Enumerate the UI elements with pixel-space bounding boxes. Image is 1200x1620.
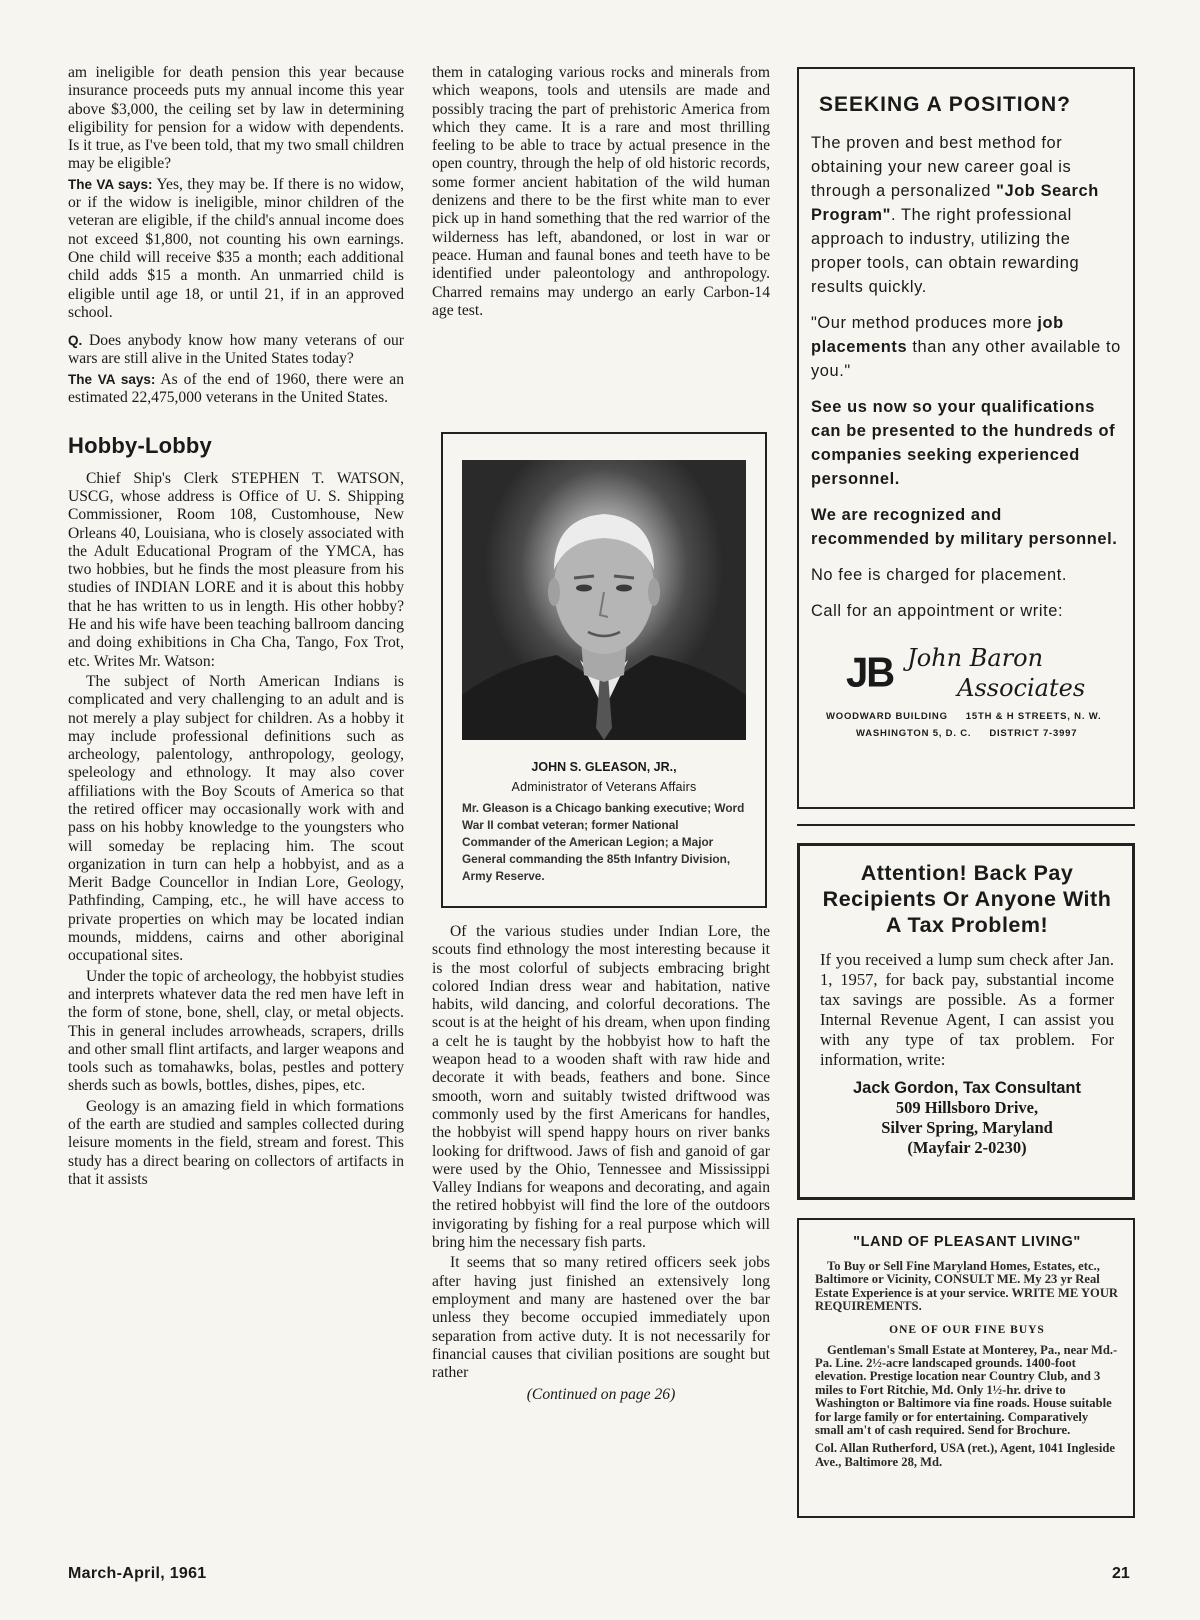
column-middle-bottom bbox=[432, 923, 770, 1405]
ad-paragraph: The proven and best method for obtaining your new career goal is through a personalized "Job Search Program". The right professional approach to industry, utilizing the proper tools, can obtain rewarding results quickly. bbox=[811, 134, 1099, 296]
divider bbox=[797, 824, 1135, 826]
ad-paragraph: Call for an appointment or write: bbox=[811, 602, 1064, 620]
section-heading-hobby-lobby: Hobby-Lobby bbox=[68, 433, 212, 459]
va-label: The VA says: bbox=[68, 176, 153, 192]
ad-paragraph: Gentleman's Small Estate at Monterey, Pa., near Md.-Pa. Line. 2½-acre landscaped grounds. 1400-foot elevation. Prestige location near Country Club, and 3 miles to Fort Ritchie, Md. Only 1½-hr. drive to Washington or Baltimore via fine roads. House suitable for large family or for entertaining. Comparatively small am't of cash required. Send for Brochure. bbox=[815, 1342, 1118, 1438]
ad-contact: Col. Allan Rutherford, USA (ret.), Agent, 1041 Ingleside Ave., Baltimore 28, Md. bbox=[815, 1441, 1115, 1469]
ad-tax-problem bbox=[797, 843, 1135, 1200]
ad-seeking-position bbox=[797, 67, 1135, 809]
ad-paragraph: "Our method produces more job placements than any other available to you." bbox=[811, 314, 1121, 380]
paragraph: Under the topic of archeology, the hobbyist studies and interprets whatever data the red men have left in the form of stone, bone, shell, clay, or metal objects. This in general includes arrowheads, scrapers, drills and other small flint artifacts, and larger weapons and tools such as tomahawks, bolas, pestles and pottery sherds such as bowls, bottles, dishes, pipes, etc. bbox=[68, 967, 404, 1095]
ad-paragraph: No fee is charged for placement. bbox=[811, 566, 1068, 584]
paragraph: The subject of North American Indians is complicated and very challenging to an adult and is not merely a play subject for children. As a hobby it may include professional definitions such as archeology, palentology, anthropology, geology, speleology and ethnology. It may also cover affiliations with the Boy Scouts of America so that the retired officer may occasionally work with and pass on his hobby knowledge to the youngsters who will someday be replacing him. The scout organization in turn can help a hobbyist, and as a Merit Badge Councellor in Indian Lore, Geology, Pathfinding, Camping, etc., he will have access to private properties on which may be located indian mounds, middens, cairns and other aboriginal occupational sites. bbox=[68, 672, 404, 965]
letter-question-text: am ineligible for death pension this year because insurance proceeds puts my annual income this year above $3,000, the ceiling set by law in determining eligibility for pension for a widow with dependents. Is it true, as I've been told, that my two small children may be eligible? bbox=[68, 64, 404, 173]
portrait-caption-title: Administrator of Veterans Affairs bbox=[511, 780, 697, 794]
portrait-caption-name: JOHN S. GLEASON, JR., bbox=[531, 760, 677, 774]
company-address: WOODWARD BUILDING 15TH & H STREETS, N. W. WASHINGTON 5, D. C. DISTRICT 7-3997 bbox=[826, 711, 1102, 739]
issue-date: March-April, 1961 bbox=[68, 1565, 207, 1582]
jb-logo: JB bbox=[846, 649, 894, 696]
page-number: 21 bbox=[1112, 1565, 1130, 1582]
portrait-box bbox=[441, 432, 767, 908]
ad-real-estate bbox=[797, 1218, 1135, 1518]
paragraph: Chief Ship's Clerk STEPHEN T. WATSON, USCG, whose address is Office of U. S. Shipping Commissioner, Room 108, Customhouse, New Orleans 40, Louisiana, who is closely associated with the Adult Educational Program of the YMCA, has two hobbies, but he finds the most pleasure from his studies of INDIAN LORE and it is about this hobby that he has written to us in length. His other hobby? He and his wife have been teaching ballroom dancing and doing exhibitions in Cha Cha, Tango, Fox Trot, etc. Writes Mr. Watson: bbox=[68, 469, 404, 670]
ad-heading: SEEKING A POSITION? bbox=[819, 93, 1071, 116]
ad-heading: "LAND OF PLEASANT LIVING" bbox=[853, 1234, 1081, 1250]
portrait-caption-description: Mr. Gleason is a Chicago banking executive; Word War II combat veteran; former National Commander of the American Legion; a Major General commanding the 85th Infantry Division, Army Reserve. bbox=[462, 801, 745, 883]
question-2: Q. Does anybody know how many veterans of our wars are still alive in the United States today? bbox=[68, 332, 404, 368]
company-script-name: John Baron Associates bbox=[907, 644, 1086, 702]
ad-signature: Jack Gordon, Tax Consultant 509 Hillsboro Drive, Silver Spring, Maryland (Mayfair 2-0230) bbox=[853, 1079, 1081, 1157]
paragraph: Of the various studies under Indian Lore, the scouts find ethnology the most interesting because it is the most colorful of subjects embracing bright colored Indian dress wear and habitation, native habits, wild dancing, and colorful decorations. The scout is at the height of his dream, when upon finding a celt he is taught by the hobbyist how to haft the weapon head to a wooden shaft with raw hide and decorate it with beads, feathers and bone. Since smooth, worn and suitably twisted driftwood was commonly used by the first Americans for handles, the hobbyist will spend happy hours on river banks looking for driftwood. Jaws of fish and ganoid of gar were used by the Ohio, Tennessee and Mississippi Valley Indians for weapons and decorating, and again the retired hobbyist will find the lore of the outdoors invigorating by fishing for a real purpose which will bring him the necessary fish parts. bbox=[432, 923, 770, 1252]
q-label: Q. bbox=[68, 333, 83, 349]
column-left bbox=[68, 64, 404, 1191]
portrait-photo bbox=[462, 460, 746, 740]
paragraph: them in cataloging various rocks and minerals from which weapons, tools and utensils are made and possibly tracing the part of prehistoric America from which they came. It is a rare and most thrilling feeling to be able to trace by actual presence in the open country, through the help of old historic records, some former ancient habitation of the wild human denizens and there to be the first white man to ever pick up in hand something that the red warrior of the wilderness has left, abandoned, or lost in war or peace. Human and faunal bones and teeth have to be identified under paleontology and anthropology. Charred remains may undergo an early Carbon-14 age test. bbox=[432, 64, 770, 319]
va-answer-1: The VA says: Yes, they may be. If there is no widow, or if the widow is ineligible, minor children of the veteran are eligible, if the child's annual income does not exceed $1,800, not counting his own earnings. One child will receive $35 a month; each additional child adds $15 a month. An unmarried child is eligible until age 18, or until 21, if in an approved school. bbox=[68, 175, 404, 321]
portrait-illustration bbox=[462, 460, 746, 740]
ad-subheading: ONE OF OUR FINE BUYS bbox=[889, 1323, 1045, 1336]
ad-paragraph: To Buy or Sell Fine Maryland Homes, Estates, etc., Baltimore or Vicinity, CONSULT ME. My 23 yr Real Estate Experience is at your service. WRITE ME YOUR REQUIREMENTS. bbox=[815, 1259, 1119, 1314]
paragraph: Geology is an amazing field in which formations of the earth are studied and samples collected during leisure moments in the field, stream and forest. This study has a direct bearing on collectors of artifacts in that it assists bbox=[68, 1097, 404, 1188]
va-answer-2: The VA says: As of the end of 1960, there were an estimated 22,475,000 veterans in the United States. bbox=[68, 370, 404, 407]
ad-paragraph: See us now so your qualifications can be presented to the hundreds of companies seeking experienced personnel. bbox=[811, 398, 1116, 488]
paragraph: It seems that so many retired officers seek jobs after having just finished an extensively long employment and many are hastened over the bar unless they become occupied immediately upon separation from active duty. It is not necessarily for financial causes that civilian positions are sought but rather bbox=[432, 1254, 770, 1382]
ad-paragraph: We are recognized and recommended by military personnel. bbox=[811, 506, 1118, 548]
va-label: The VA says: bbox=[68, 371, 156, 387]
continued-note: (Continued on page 26) bbox=[526, 1386, 676, 1404]
ad-paragraph: If you received a lump sum check after Jan. 1, 1957, for back pay, substantial income tax savings are possible. As a former Internal Revenue Agent, I can assist you with any type of tax problem. For information, write: bbox=[820, 950, 1114, 1069]
company-logo bbox=[811, 643, 1121, 703]
column-middle-top bbox=[432, 64, 770, 322]
ad-heading: Attention! Back Pay Recipients Or Anyone With A Tax Problem! bbox=[822, 861, 1112, 937]
